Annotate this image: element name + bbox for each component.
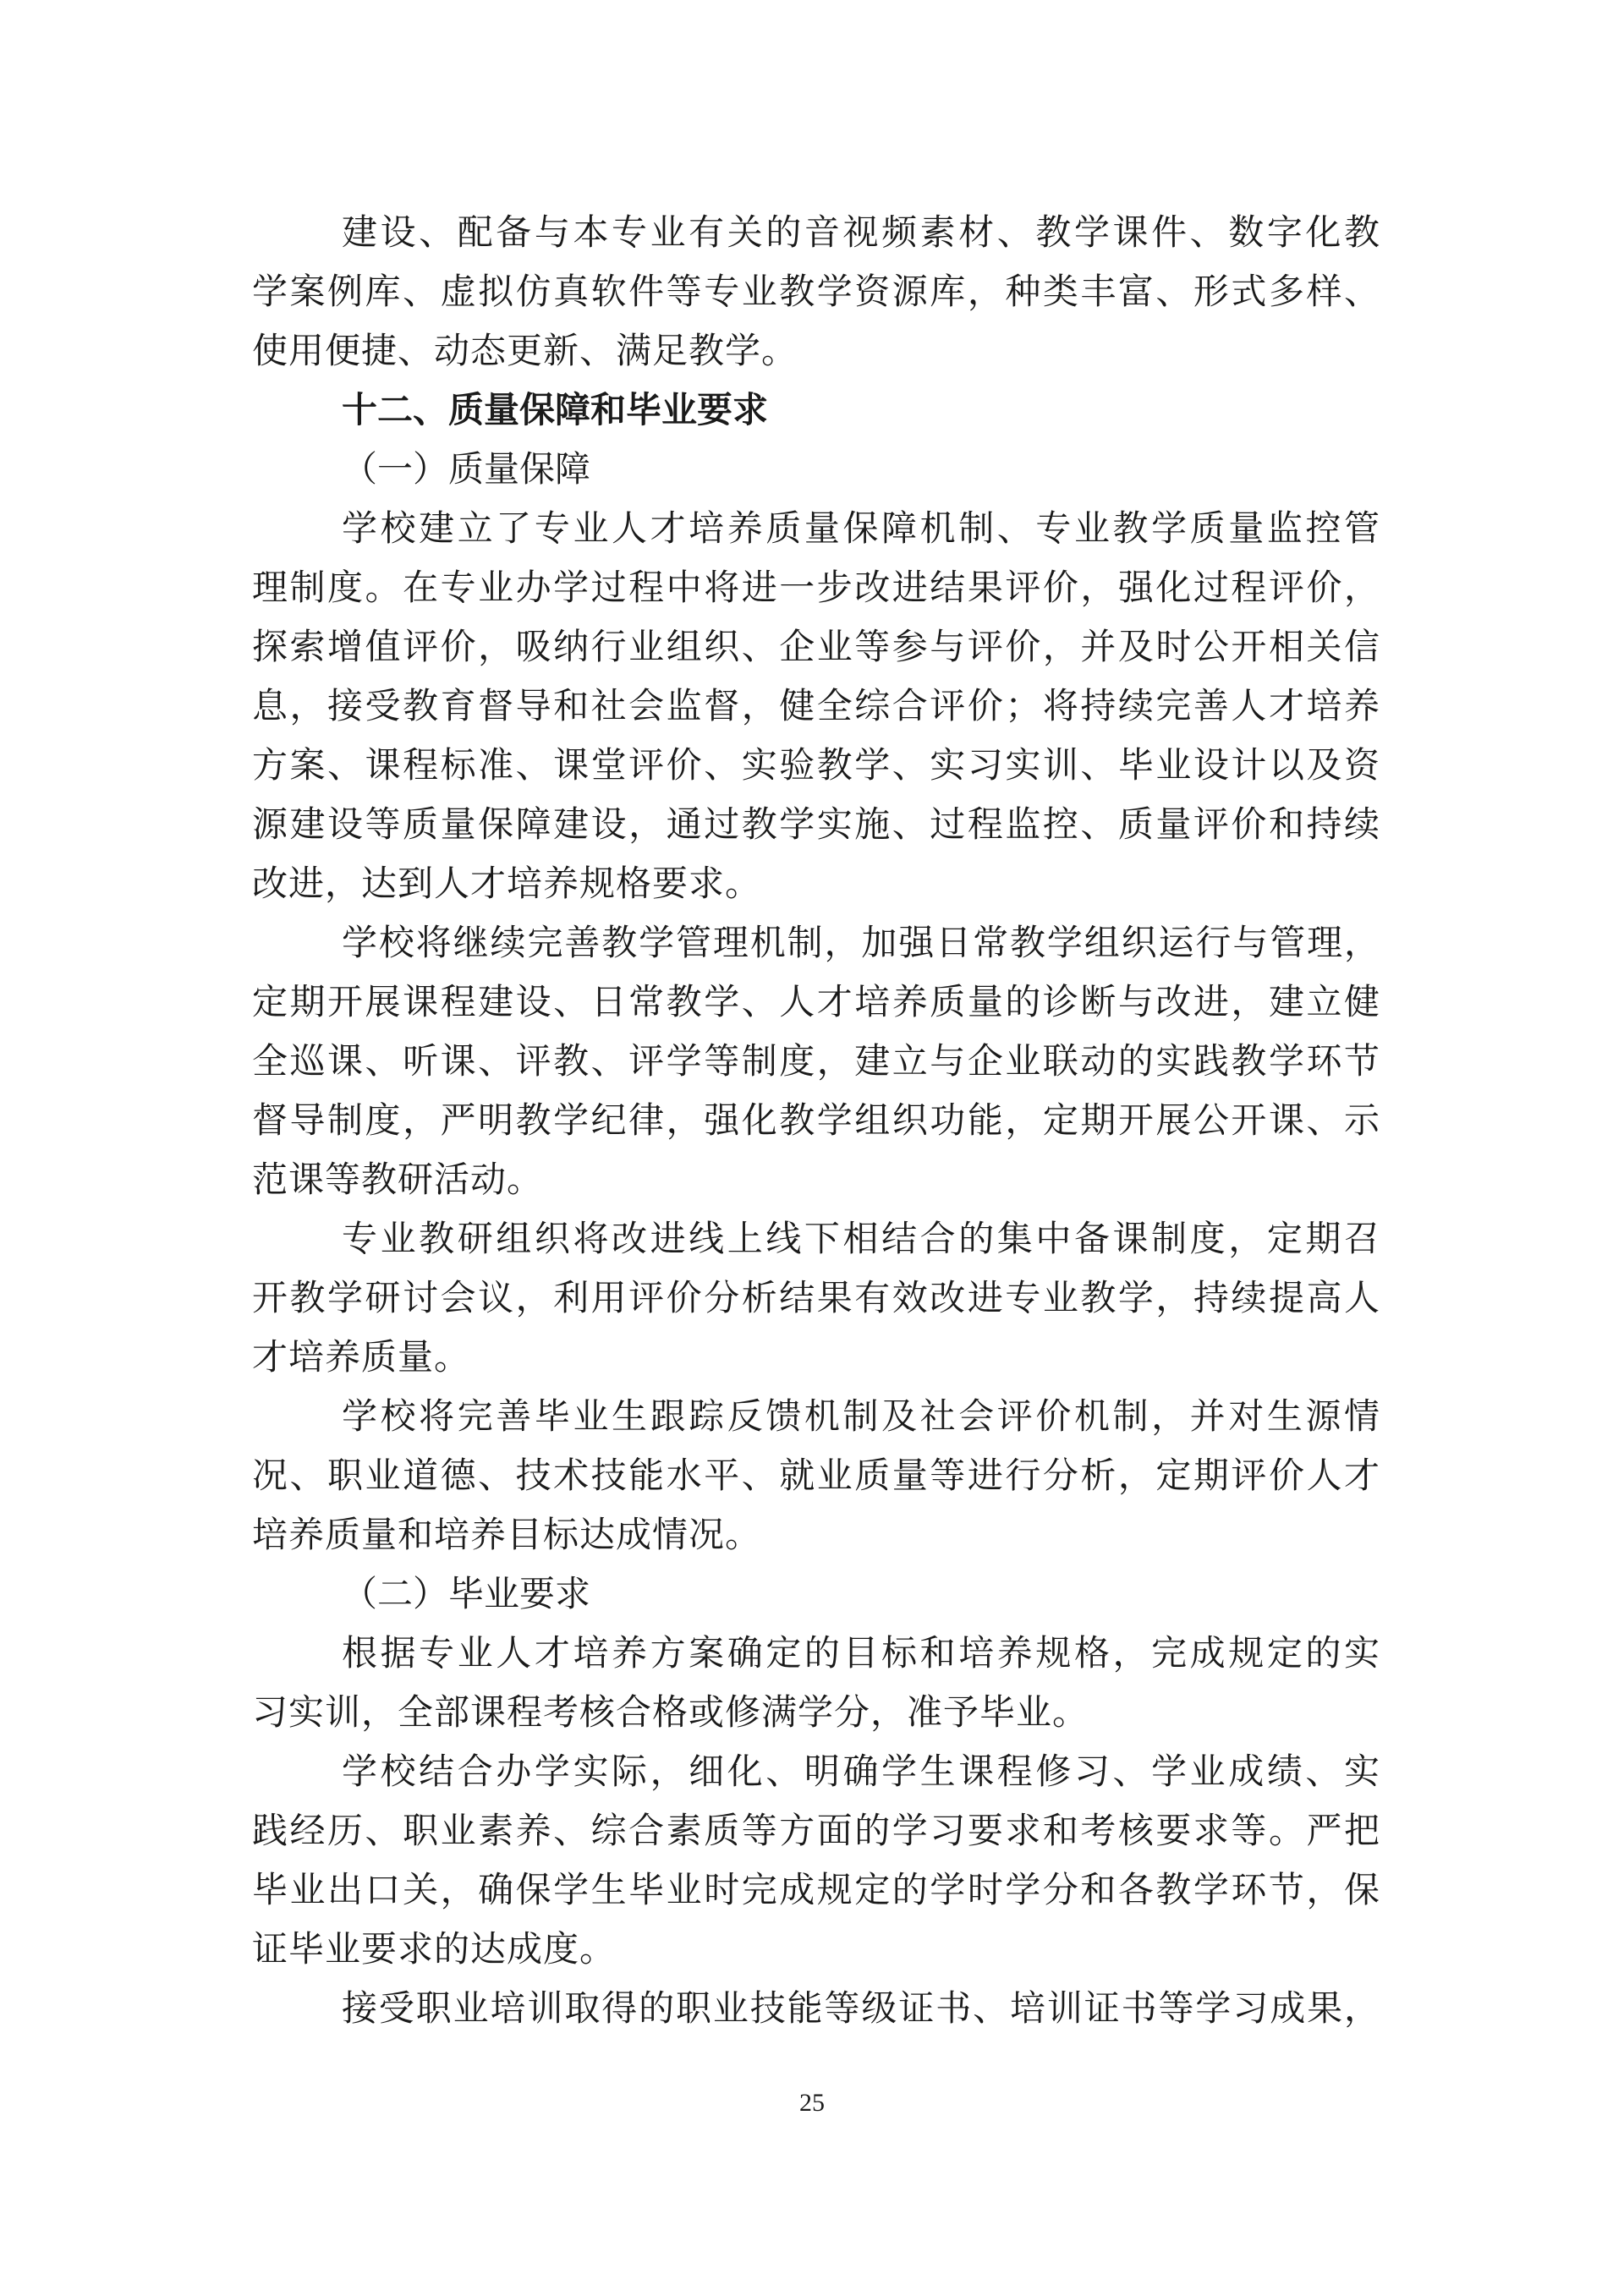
paragraph-teaching-research: [252, 1209, 1380, 1387]
text-line: 源建设等质量保障建设，通过教学实施、过程监控、质量评价和持续: [252, 803, 1380, 845]
text-line: 方案、课程标准、课堂评价、实验教学、实习实训、毕业设计以及资: [252, 744, 1380, 786]
paragraph-graduation-criteria: [252, 1624, 1380, 1742]
text-line: 探索增值评价，吸纳行业组织、企业等参与评价，并及时公开相关信: [252, 626, 1380, 667]
text-line: 学案例库、虚拟仿真软件等专业教学资源库，种类丰富、形式多样、: [252, 271, 1380, 312]
text-line: 专业教研组织将改进线上线下相结合的集中备课制度，定期召: [342, 1218, 1380, 1259]
text-line: 使用便捷、动态更新、满足教学。: [252, 330, 798, 371]
text-line: 督导制度，严明教学纪律，强化教学组织功能，定期开展公开课、示: [252, 1099, 1380, 1141]
text-line: 况、职业道德、技术技能水平、就业质量等进行分析，定期评价人才: [252, 1455, 1380, 1496]
text-line: 学校建立了专业人才培养质量保障机制、专业教学质量监控管: [342, 507, 1380, 549]
paragraph-resources: [252, 203, 1380, 381]
text-line: 培养质量和培养目标达成情况。: [252, 1514, 762, 1555]
document-page: [252, 203, 1380, 2038]
text-line: 理制度。在专业办学过程中将进一步改进结果评价，强化过程评价，: [252, 567, 1380, 608]
text-line: 范课等教研活动。: [252, 1159, 544, 1200]
text-line: 改进，达到人才培养规格要求。: [252, 863, 762, 904]
text-line: 定期开展课程建设、日常教学、人才培养质量的诊断与改进，建立健: [252, 981, 1380, 1022]
paragraph-graduate-feedback: [252, 1387, 1380, 1564]
paragraph-graduation-requirements: [252, 1742, 1380, 1979]
text-line: 全巡课、听课、评教、评学等制度，建立与企业联动的实践教学环节: [252, 1040, 1380, 1082]
text-line: 学校将完善毕业生跟踪反馈机制及社会评价机制，并对生源情: [342, 1395, 1380, 1437]
text-line: 开教学研讨会议，利用评价分析结果有效改进专业教学，持续提高人: [252, 1277, 1380, 1318]
section-heading: 十二、质量保障和毕业要求: [342, 389, 769, 430]
text-line: 接受职业培训取得的职业技能等级证书、培训证书等学习成果，: [342, 1987, 1380, 2029]
paragraph-quality-mechanism: [252, 499, 1380, 913]
subsection-heading-quality: （一）质量保障: [342, 448, 591, 490]
text-line: 毕业出口关，确保学生毕业时完成规定的学时学分和各教学环节，保: [252, 1869, 1380, 1910]
text-line: 证毕业要求的达成度。: [252, 1928, 617, 1970]
text-line: 根据专业人才培养方案确定的目标和培养规格，完成规定的实: [342, 1632, 1380, 1674]
text-line: 践经历、职业素养、综合素质等方面的学习要求和考核要求等。严把: [252, 1810, 1380, 1851]
page-number: 25: [799, 2089, 825, 2117]
paragraph-teaching-management: [252, 913, 1380, 1209]
text-line: 才培养质量。: [252, 1336, 471, 1378]
subsection-heading-graduation: （二）毕业要求: [342, 1573, 591, 1614]
text-line: 学校结合办学实际，细化、明确学生课程修习、学业成绩、实: [342, 1751, 1380, 1792]
text-line: 息，接受教育督导和社会监督，健全综合评价；将持续完善人才培养: [252, 685, 1380, 726]
text-line: 建设、配备与本专业有关的音视频素材、教学课件、数字化教: [342, 211, 1380, 253]
text-line: 习实训，全部课程考核合格或修满学分，准予毕业。: [252, 1691, 1089, 1733]
paragraph-certificates: [252, 1979, 1380, 2038]
text-line: 学校将继续完善教学管理机制，加强日常教学组织运行与管理，: [342, 922, 1380, 963]
